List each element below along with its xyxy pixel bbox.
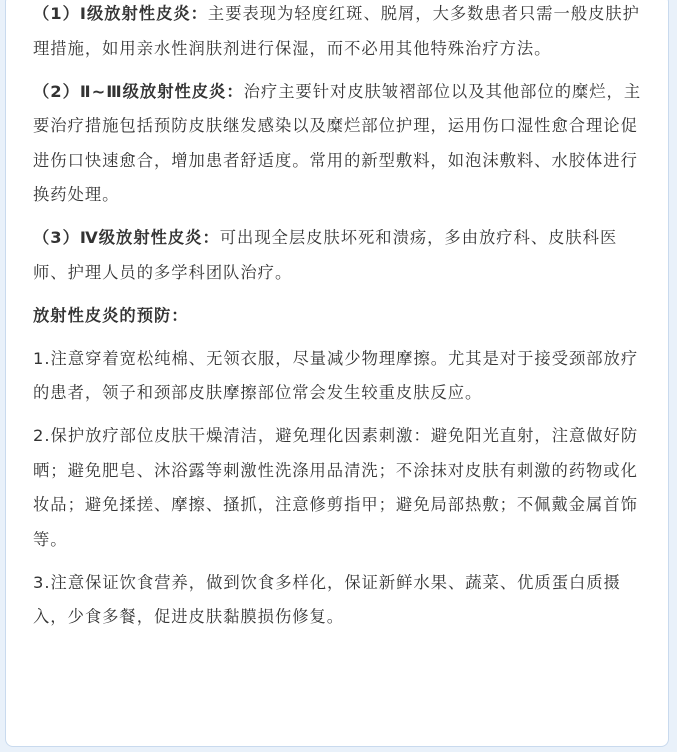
treatment-grade-4 bbox=[33, 221, 649, 290]
grade-1-text: 主要表现为轻度红斑、脱屑，大多数患者只需一般皮肤护理措施，如用亲水性润肤剂进行保湿，而不必用其他特殊治疗方法。 bbox=[33, 4, 640, 58]
prevention-item-2: 2.保护放疗部位皮肤干燥清洁，避免理化因素刺激：避免阳光直射，注意做好防晒；避免肥皂、沐浴露等刺激性洗涤用品清洗；不涂抹对皮肤有刺激的药物或化妆品；避免揉搓、摩擦、搔抓，注意修剪指甲；避免局部热敷；不佩戴金属首饰等。 bbox=[33, 426, 639, 549]
prevention-title: 放射性皮炎的预防： bbox=[33, 305, 189, 325]
grade-4-text: 可出现全层皮肤坏死和溃疡，多由放疗科、皮肤科医师、护理人员的多学科团队治疗。 bbox=[33, 228, 618, 282]
prevention-item-3: 3.注意保证饮食营养，做到饮食多样化，保证新鲜水果、蔬菜、优质蛋白质摄入，少食多餐，促进皮肤黏膜损伤修复。 bbox=[33, 572, 621, 626]
grade-4-heading: （3）Ⅳ级放射性皮炎： bbox=[33, 228, 220, 247]
treatment-grade-1 bbox=[33, 0, 649, 66]
article-card bbox=[5, 0, 669, 747]
grade-1-heading: （1）Ⅰ级放射性皮炎： bbox=[33, 4, 208, 23]
grade-2-3-text: 治疗主要针对皮肤皱褶部位以及其他部位的糜烂，主要治疗措施包括预防皮肤继发感染以及糜烂部位护理，运用伤口湿性愈合理论促进伤口快速愈合，增加患者舒适度。常用的新型敷料，如泡沫敷料、水胶体进行换药处理。 bbox=[33, 81, 642, 204]
treatment-grade-2-3 bbox=[33, 75, 649, 213]
article-content bbox=[33, 0, 649, 635]
prevention-item-1: 1.注意穿着宽松纯棉、无领衣服，尽量减少物理摩擦。尤其是对于接受颈部放疗的患者，领子和颈部皮肤摩擦部位常会发生较重皮肤反应。 bbox=[33, 348, 639, 402]
grade-2-3-heading: （2）Ⅱ~Ⅲ级放射性皮炎： bbox=[33, 81, 244, 101]
